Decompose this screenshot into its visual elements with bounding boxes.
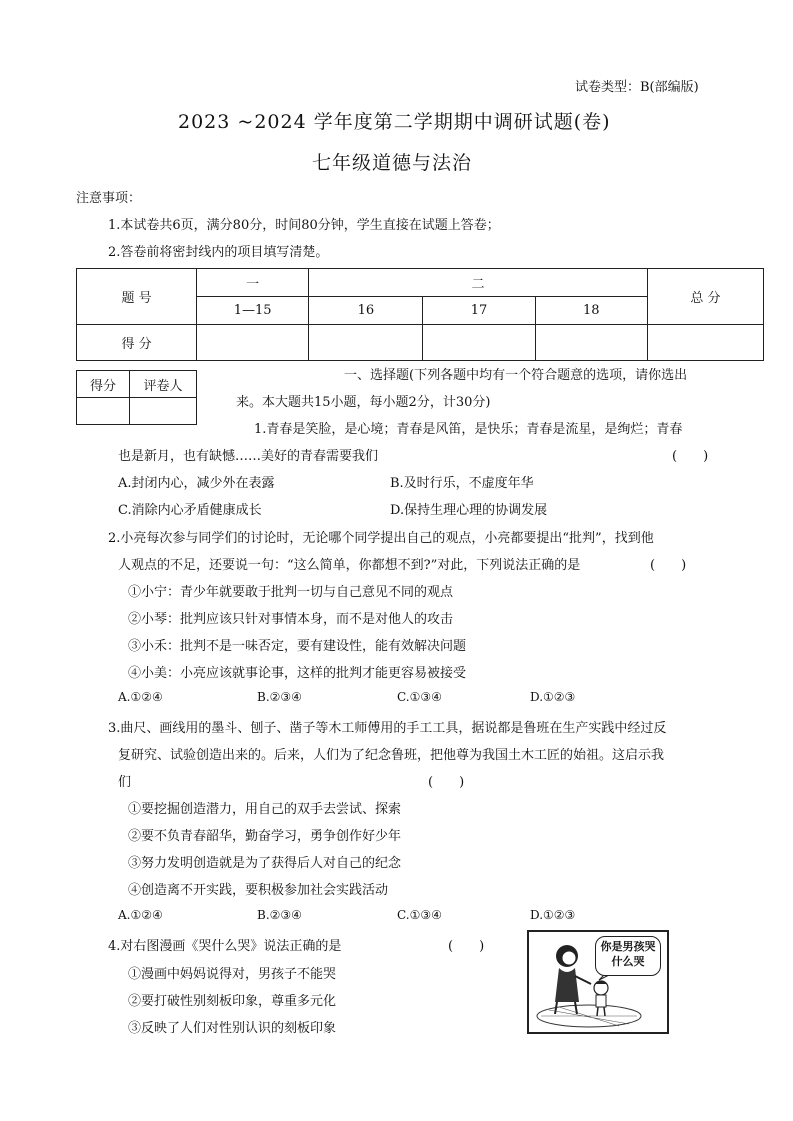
sub-col-header: 17 (423, 297, 535, 325)
exam-title: 2023 ~2024 学年度第二学期期中调研试题(卷) (178, 111, 611, 133)
speech-bubble: 你是男孩哭什么哭 (595, 936, 661, 976)
statement: ③反映了人们对性别认识的刻板印象 (128, 1021, 337, 1036)
statement: ③小禾：批判不是一味否定，要有建设性，能有效解决问题 (128, 639, 467, 654)
section-heading: 一、选择题(下列各题中均有一个符合题意的选项，请你选出 (344, 368, 688, 383)
option: A.①②④ (118, 690, 163, 704)
part-one-header: 一 (197, 269, 309, 297)
score-cell[interactable] (309, 325, 423, 361)
option: D.①②③ (530, 690, 576, 704)
paper-type: 试卷类型：B(部编版) (575, 80, 699, 95)
statement: ②要不负青春韶华，勤奋学习，勇争创作好少年 (128, 829, 402, 844)
option: C.①③④ (397, 690, 442, 704)
question-text: 1.青春是笑脸，是心境；青春是风笛，是快乐；青春是流星，是绚烂；青春 (254, 422, 683, 437)
statement: ④创造离不开实践，要积极参加社会实践活动 (128, 883, 389, 898)
score-cell[interactable] (197, 325, 309, 361)
statement: ②小琴：批判应该只针对事情本身，而不是对他人的攻击 (128, 612, 454, 627)
sub-col-header: 1—15 (197, 297, 309, 325)
score-table (76, 268, 764, 361)
statement: ②要打破性别刻板印象，尊重多元化 (128, 994, 337, 1009)
grader-label: 评卷人 (130, 371, 197, 398)
question-text: 也是新月，也有缺憾……美好的青春需要我们 (118, 449, 379, 464)
option: C.①③④ (397, 908, 442, 922)
statement: ①小宁：青少年就要敢于批判一切与自己意见不同的观点 (128, 585, 454, 600)
grader-box (76, 370, 197, 425)
grader-name-cell[interactable] (130, 398, 197, 425)
question-text: 人观点的不足，还要说一句：“这么简单，你都想不到?”对此，下列说法正确的是 (118, 558, 581, 573)
score-cell[interactable] (535, 325, 647, 361)
question-text: 4.对右图漫画《哭什么哭》说法正确的是 (108, 939, 342, 954)
statement: ③努力发明创造就是为了获得后人对自己的纪念 (128, 856, 402, 871)
answer-paren[interactable]: ( ) (672, 449, 709, 464)
total-header: 总 分 (647, 269, 763, 325)
option: D.保持生理心理的协调发展 (390, 503, 548, 518)
cartoon-image (527, 930, 669, 1034)
option: B.②③④ (257, 690, 302, 704)
col-title: 题 号 (77, 269, 197, 325)
grader-score-label: 得分 (77, 371, 130, 398)
score-cell[interactable] (423, 325, 535, 361)
option: D.①②③ (530, 908, 576, 922)
statement: ①漫画中妈妈说得对，男孩子不能哭 (128, 967, 337, 982)
answer-paren[interactable]: ( ) (650, 558, 687, 573)
option: C.消除内心矛盾健康成长 (118, 503, 262, 518)
option: A.封闭内心，减少外在表露 (118, 476, 275, 491)
score-row-label: 得 分 (77, 325, 197, 361)
answer-paren[interactable]: ( ) (428, 775, 465, 790)
statement: ④小美：小亮应该就事论事，这样的批判才能更容易被接受 (128, 666, 467, 681)
grader-score-cell[interactable] (77, 398, 130, 425)
statement: ①要挖掘创造潜力，用自己的双手去尝试、探索 (128, 802, 402, 817)
score-cell[interactable] (647, 325, 763, 361)
question-text: 们 (118, 775, 132, 790)
question-text: 3.曲尺、画线用的墨斗、刨子、凿子等木工师傅用的手工工具，据说都是鲁班在生产实践中经过反 (108, 721, 667, 736)
answer-paren[interactable]: ( ) (448, 939, 485, 954)
option: B.②③④ (257, 908, 302, 922)
section-heading-cont: 来。本大题共15小题，每小题2分，计30分) (236, 395, 491, 410)
question-text: 2.小亮每次参与同学们的讨论时，无论哪个同学提出自己的观点，小亮都要提出“批判”，找到他 (108, 531, 654, 546)
part-two-header: 二 (309, 269, 648, 297)
option: B.及时行乐，不虚度年华 (390, 476, 534, 491)
sub-col-header: 18 (535, 297, 647, 325)
question-text: 复研究、试验创造出来的。后来，人们为了纪念鲁班，把他尊为我国土木工匠的始祖。这启示我 (118, 748, 665, 763)
note-item: 1.本试卷共6页，满分80分，时间80分钟，学生直接在试题上答卷； (108, 218, 500, 233)
option: A.①②④ (118, 908, 163, 922)
subject-title: 七年级道德与法治 (312, 152, 473, 174)
note-item: 2.答卷前将密封线内的项目填写清楚。 (108, 245, 329, 260)
notes-heading: 注意事项： (76, 191, 142, 206)
sub-col-header: 16 (309, 297, 423, 325)
